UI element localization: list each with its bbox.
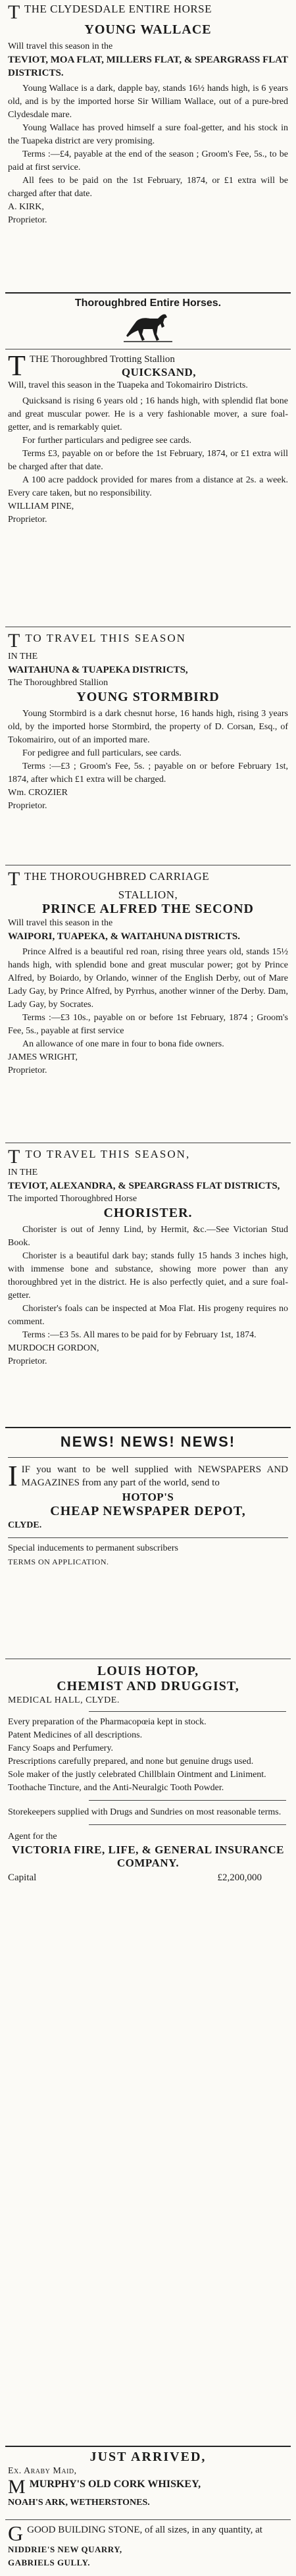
divider xyxy=(5,2446,291,2447)
insurance-company: VICTORIA FIRE, LIFE, & GENERAL INSURANCE COMPANY. xyxy=(11,1843,285,1869)
signature: Wm. CROZIER xyxy=(8,788,68,798)
divider xyxy=(5,1427,291,1428)
districts: WAITAHUNA & TUAPEKA DISTRICTS, xyxy=(8,665,188,675)
ad-news-depot: NEWS! NEWS! NEWS! IIF you want to be well supplied with NEWSPAPERS AND MAGAZINES from any part of the world, send to HOTOP'S CHEAP NEWSPAPER DEPOT, CLYDE. Special inducements to permanent subscribers TERMS ON APPLICATION. xyxy=(8,1433,288,1566)
horse-icon xyxy=(124,312,172,342)
horse-name-quicksand: QUICKSAND, xyxy=(121,366,197,378)
horse-name-young-stormbird: YOUNG STORMBIRD xyxy=(76,690,220,704)
signature: MURDOCH GORDON, xyxy=(8,1343,99,1353)
signature: A. KIRK, xyxy=(8,202,44,212)
divider xyxy=(89,1711,286,1712)
ad-chorister: TTO TRAVEL THIS SEASON, IN THE TEVIOT, ALEXANDRA, & SPEARGRASS FLAT DISTRICTS, The imported Thoroughbred Horse CHORISTER. Chorister is out of Jenny Lind, by Hermit, &c.—See Victorian Stud Book. Chorister is a beautiful dark bay; stands fully 15 hands 3 inches high, with immense bone and substance, showing more power than any thoroughbred yet in the district. He is also perfectly quiet, and a sure foal-getter. Chorister's foals can be inspected at Moa Flat. His progeny requires no comment. Terms :—£3 5s. All mares to be paid for by February 1st, 1874. MURDOCH GORDON, Proprietor. xyxy=(8,1148,288,1366)
chemist-name: LOUIS HOTOP, xyxy=(97,1664,199,1678)
divider xyxy=(5,292,291,294)
ad-prince-alfred: TTHE THOROUGHBRED CARRIAGE STALLION, PRINCE ALFRED THE SECOND Will travel this season in the WAIPORI, TUAPEKA, & WAITAHUNA DISTRICTS. Prince Alfred is a beautiful red roan, rising three years old, stands 15½ hands high, with splendid bone and great muscular power; got by Prince Alfred, by Boiardo, by Orlando, winner of the English Derby, out of Mare Lady Gay, by Prince Alfred, by Pyrrhus, another winner of the Derby. Dam, Lady Gay, by Socrates. Terms :—£3 10s., payable on or before 1st February, 1874 ; Groom's Fee, 5s., payable at first service An allowance of one mare in four to bona fide owners. JAMES WRIGHT, Proprietor. xyxy=(8,870,288,1075)
depot-name: CHEAP NEWSPAPER DEPOT, xyxy=(50,1504,246,1518)
ad-quicksand: TTHE Thoroughbred Trotting Stallion QUICKSAND, Will, travel this season in the Tuapeka and Tokomairiro Districts. Quicksand is rising 6 years old ; 16 hands high, with splendid flat bone and great muscular power. He is a very fashionable mover, a sure foal-getter, and is remarkably quiet. For further particulars and pedigree see cards. Terms £3, payable on or before the 1st February, 1874, or £1 extra will be charged after that date. A 100 acre paddock provided for mares from a distance at 2s. a week. Every care taken, but no responsibility. WILLIAM PINE, Proprietor. xyxy=(8,353,288,525)
horse-name-young-wallace: YOUNG WALLACE xyxy=(84,22,212,37)
signature: WILLIAM PINE, xyxy=(8,502,74,511)
ad-young-stormbird: TTO TRAVEL THIS SEASON IN THE WAITAHUNA & TUAPEKA DISTRICTS, The Thoroughbred Stallion YOUNG STORMBIRD Young Stormbird is a dark chesnut horse, 16 hands high, rising 3 years old, by the imported horse Stormbird, the property of D. Corsan, Esq., of Tokomairiro, out of an imported mare. For pedigree and full particulars, see cards. Terms :—£3 ; Groom's Fee, 5s. ; payable on or before February 1st, 1874, after which £1 extra will be charged. Wm. CROZIER Proprietor. xyxy=(8,632,288,811)
horse-name-chorister: CHORISTER. xyxy=(103,1206,193,1220)
divider xyxy=(5,2519,291,2520)
divider xyxy=(8,1457,288,1458)
divider xyxy=(89,1800,286,1801)
districts: TEVIOT, MOA FLAT, MILLERS FLAT, & SPEARGRASS FLAT DISTRICTS. xyxy=(8,55,288,78)
districts: WAIPORI, TUAPEKA, & WAITAHUNA DISTRICTS. xyxy=(8,931,240,942)
divider xyxy=(89,1824,286,1825)
horse-name-prince-alfred: PRINCE ALFRED THE SECOND xyxy=(41,902,255,916)
ad-just-arrived: JUST ARRIVED, Ex. Araby Maid, MMURPHY'S OLD CORK WHISKEY, NOAH'S ARK, WETHERSTONES. xyxy=(8,2450,288,2510)
news-heading: NEWS! NEWS! NEWS! xyxy=(60,1433,236,1450)
just-arrived-heading: JUST ARRIVED, xyxy=(89,2450,207,2464)
ad-young-wallace: TTHE CLYDESDALE ENTIRE HORSE YOUNG WALLACE Will travel this season in the TEVIOT, MOA FLAT, MILLERS FLAT, & SPEARGRASS FLAT DISTRICTS. Young Wallace is a dark, dapple bay, stands 16½ hands high, is 6 years old, and is by the imported horse Sir William Wallace, out of a pure-bred Clydesdale mare. Young Wallace has proved himself a sure foal-getter, and his stock in the Tuapeka district are very promising. Terms :—£4, payable at the end of the season ; Groom's Fee, 5s., to be paid at first service. All fees to be paid on the 1st February, 1874, or £1 extra will be charged after that date. A. KIRK, Proprietor. xyxy=(8,3,288,225)
section-heading: Thoroughbred Entire Horses. xyxy=(74,297,222,309)
divider xyxy=(8,1537,288,1538)
ad-louis-hotop-chemist: LOUIS HOTOP, CHEMIST AND DRUGGIST, MEDICAL HALL, CLYDE. Every preparation of the Pharmacopœia kept in stock. Patent Medicines of all descriptions. Fancy Soaps and Perfumery. Prescriptions carefully prepared, and none but genuine drugs used. Sole maker of the justly celebrated Chillblain Ointment and Liniment. Toothache Tincture, and the Anti-Neuralgic Tooth Powder. Storekeepers supplied with Drugs and Sundries on most reasonable terms. Agent for the VICTORIA FIRE, LIFE, & GENERAL INSURANCE COMPANY. Capital £2,200,000 xyxy=(8,1664,288,1884)
ad-thoroughbred-heading xyxy=(8,297,288,342)
districts: TEVIOT, ALEXANDRA, & SPEARGRASS FLAT DISTRICTS, xyxy=(8,1181,280,1191)
signature: JAMES WRIGHT, xyxy=(8,1052,78,1062)
ad-building-stone: GGOOD BUILDING STONE, of all sizes, in any quantity, at NIDDRIE'S NEW QUARRY, GABRIELS GULLY. xyxy=(8,2523,262,2567)
capital-line: Capital £2,200,000 xyxy=(8,1872,262,1883)
ad-young-wallace-title: TTHE CLYDESDALE ENTIRE HORSE xyxy=(8,3,212,23)
